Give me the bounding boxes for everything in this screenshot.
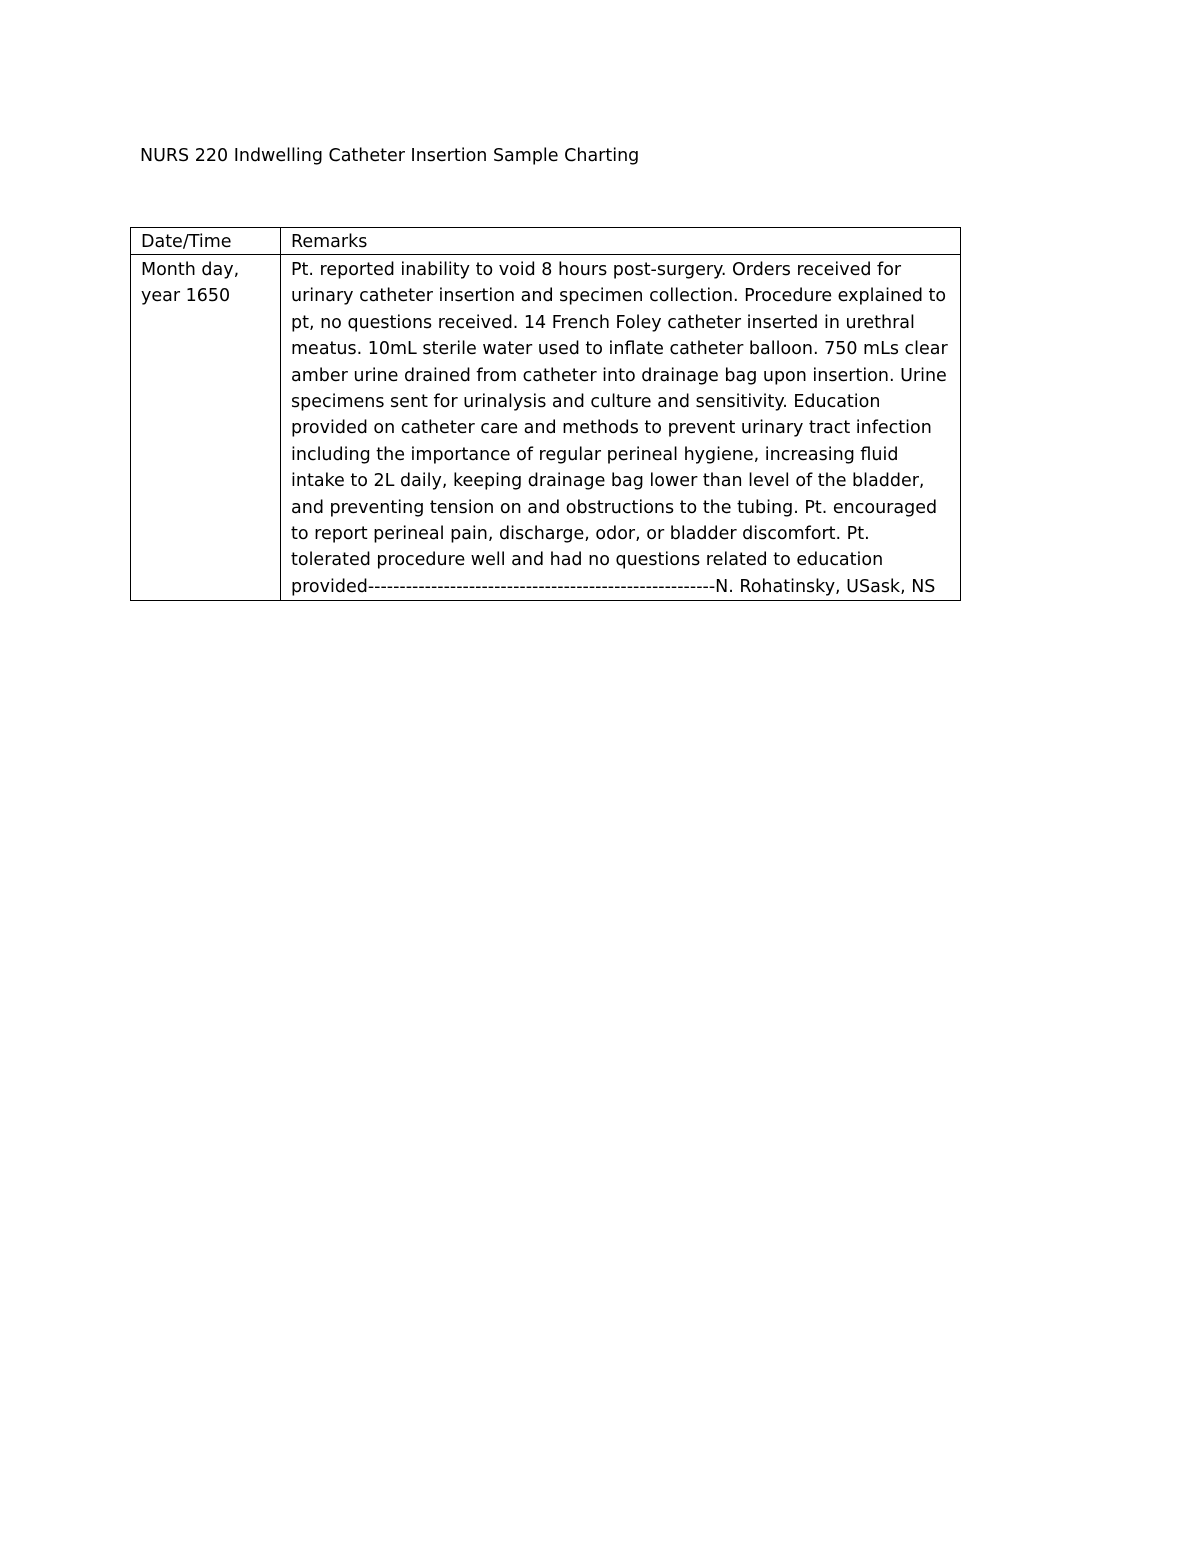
remark-line: Pt. reported inability to void 8 hours post-surgery. Orders received for: [291, 260, 902, 280]
table-row: [131, 255, 961, 601]
remark-line: tolerated procedure well and had no questions related to education: [291, 550, 884, 571]
remarks-cell: [281, 255, 961, 601]
page-title: NURS 220 Indwelling Catheter Insertion Sample Charting: [140, 146, 640, 166]
remark-line: to report perineal pain, discharge, odor, or bladder discomfort. Pt.: [291, 524, 870, 545]
charting-table: [130, 227, 961, 601]
header-remarks: Remarks: [281, 228, 961, 255]
date-time-cell: [131, 255, 281, 601]
time-line: year 1650: [141, 286, 231, 307]
date-line: Month day,: [141, 260, 240, 280]
remark-line-signature: provided-------------------------------------------------------N. Rohatinsky, USask, NS: [291, 576, 936, 597]
remark-line: amber urine drained from catheter into drainage bag upon insertion. Urine: [291, 365, 947, 386]
remark-line: pt, no questions received. 14 French Foley catheter inserted in urethral: [291, 312, 915, 333]
remark-line: intake to 2L daily, keeping drainage bag lower than level of the bladder,: [291, 471, 925, 492]
header-date-time: Date/Time: [131, 228, 281, 255]
remark-line: provided on catheter care and methods to prevent urinary tract infection: [291, 418, 932, 439]
remark-line: urinary catheter insertion and specimen collection. Procedure explained to: [291, 286, 947, 307]
remark-line: meatus. 10mL sterile water used to inflate catheter balloon. 750 mLs clear: [291, 339, 948, 360]
table-header-row: [131, 228, 961, 255]
remark-line: and preventing tension on and obstructions to the tubing. Pt. encouraged: [291, 497, 938, 518]
remark-line: including the importance of regular perineal hygiene, increasing fluid: [291, 444, 899, 465]
remark-line: specimens sent for urinalysis and culture and sensitivity. Education: [291, 392, 881, 413]
